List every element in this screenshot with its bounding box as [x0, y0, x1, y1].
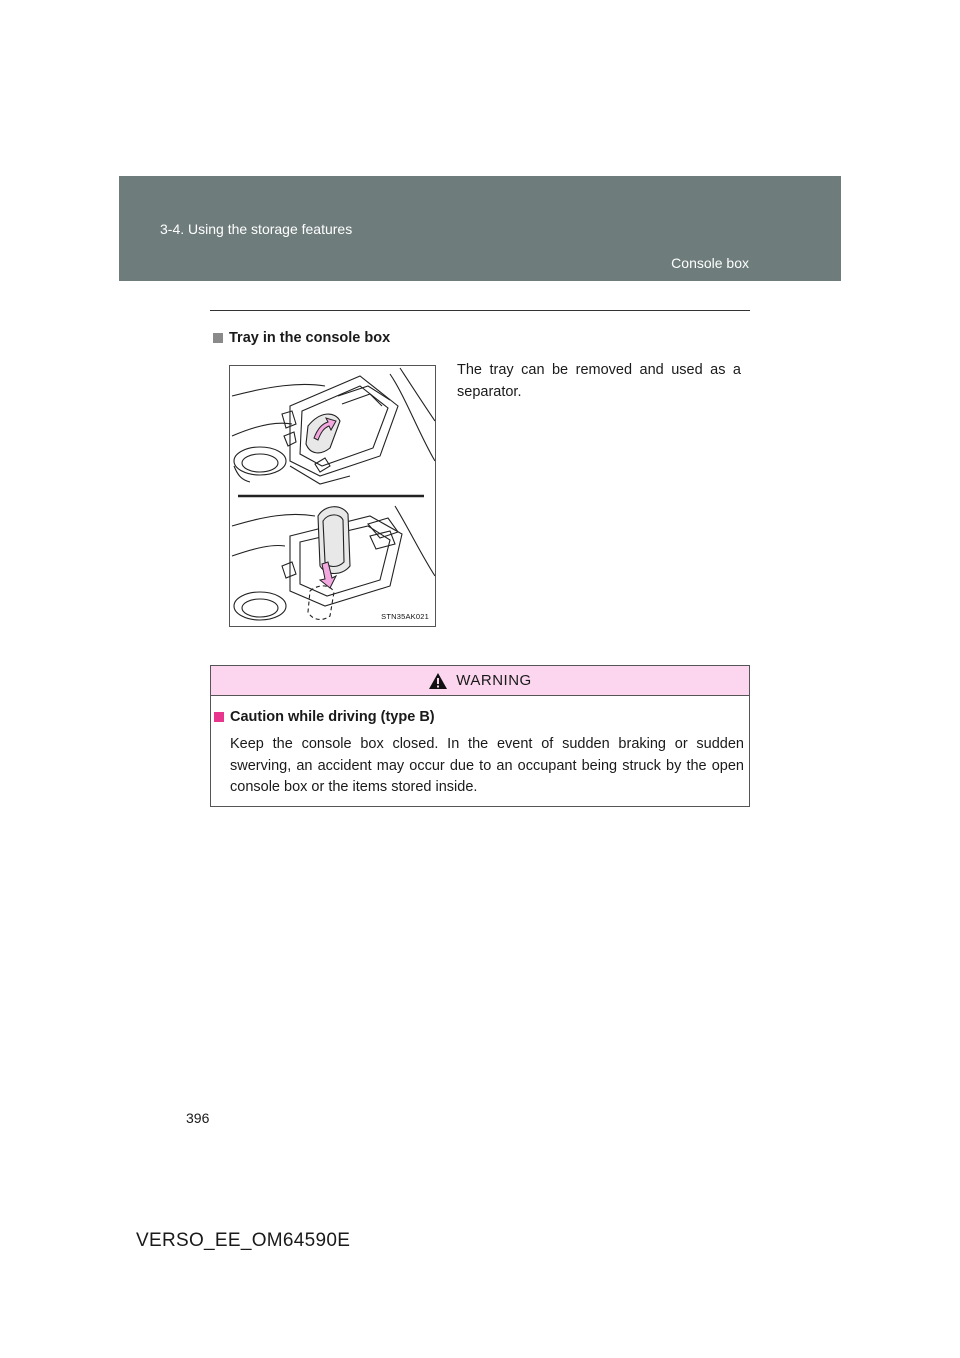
warning-text: Keep the console box closed. In the event of sudden braking or sudden swerving, an accident may occur due to an occupant being struck by the open console box or the items stored inside.	[230, 736, 744, 795]
page-number: 396	[186, 1110, 210, 1126]
warning-subheading	[214, 709, 435, 725]
warning-label: WARNING	[456, 672, 532, 689]
console-tray-drawing	[230, 366, 436, 627]
console-tray-illustration	[229, 365, 436, 627]
warning-heading: Caution while driving (type B)	[230, 709, 435, 725]
warning-box	[210, 665, 750, 807]
warning-triangle-icon	[428, 672, 448, 690]
tray-description: The tray can be removed and used as a separator.	[457, 362, 741, 400]
pink-square-bullet-icon	[214, 712, 224, 722]
document-code: VERSO_EE_OM64590E	[136, 1230, 351, 1251]
subsection-heading	[213, 330, 390, 346]
section-title: 3-4. Using the storage features	[160, 221, 353, 237]
warning-header	[211, 666, 749, 696]
subsection-title: Tray in the console box	[229, 330, 391, 346]
topic-title: Console box	[671, 255, 749, 271]
divider-rule	[210, 310, 750, 311]
figure-code: STN35AK021	[381, 612, 429, 621]
square-bullet-icon	[213, 333, 223, 343]
